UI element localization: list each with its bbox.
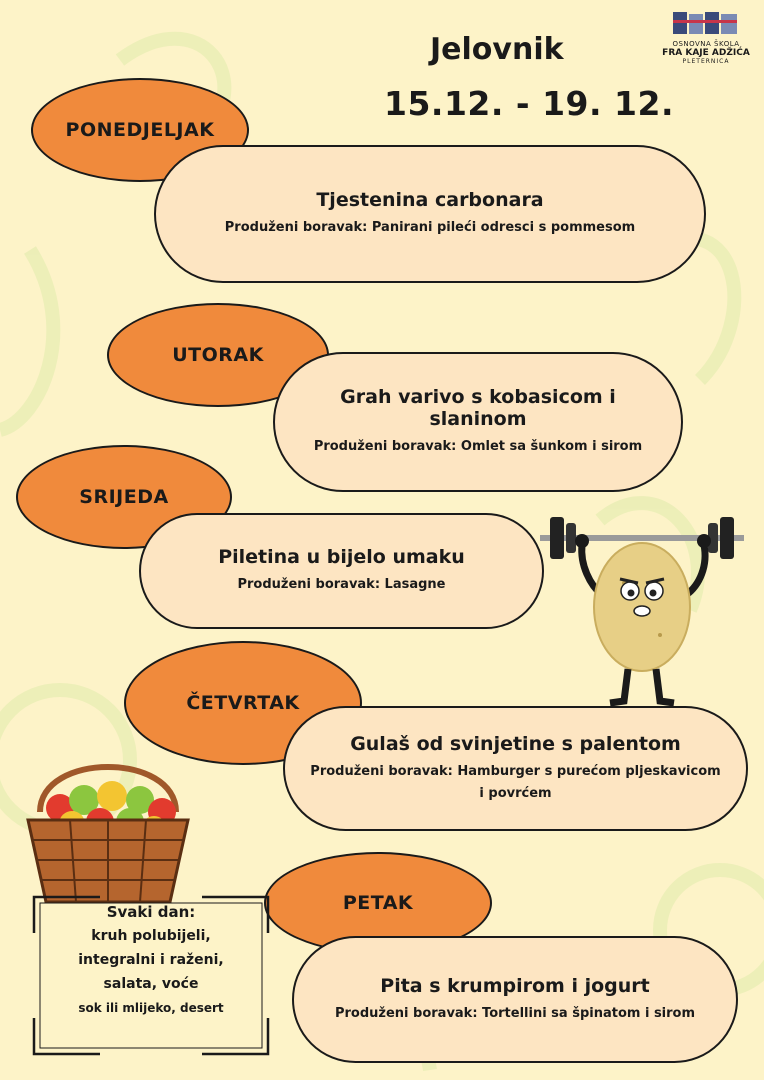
menu-card-tuesday xyxy=(273,352,683,492)
everyday-info xyxy=(40,900,262,1055)
menu-card-thursday xyxy=(283,706,748,831)
page-title: Jelovnik xyxy=(430,32,564,67)
day-name: PONEDJELJAK xyxy=(65,119,215,141)
meal-name: Tjestenina carbonara xyxy=(316,189,544,211)
everyday-heading: Svaki dan: xyxy=(106,903,196,921)
school-logo xyxy=(656,10,756,65)
school-line-3: PLETERNICA xyxy=(682,58,730,65)
meal-name: Pita s krumpirom i jogurt xyxy=(380,974,650,997)
fruit-basket-icon xyxy=(20,752,196,912)
extended-stay-meal: Produženi boravak: Hamburger s purećom pljeskavicom i povrćem xyxy=(310,763,721,801)
everyday-line-3: salata, voće xyxy=(103,976,199,992)
date-range: 15.12. - 19. 12. xyxy=(384,84,674,123)
extended-stay-meal: Produženi boravak: Omlet sa šunkom i sirom xyxy=(313,439,643,454)
extended-stay-meal: Produženi boravak: Panirani pileći odresci s pommesom xyxy=(224,220,636,235)
meal-name: Gulaš od svinjetine s palentom xyxy=(350,732,681,755)
everyday-line-2: integralni i raženi, xyxy=(78,952,224,968)
day-name: SRIJEDA xyxy=(79,486,169,508)
school-logo-icon xyxy=(671,10,741,36)
day-name: ČETVRTAK xyxy=(186,692,300,714)
school-line-2: FRA KAJE ADŽIĆA xyxy=(662,48,750,58)
menu-card-friday xyxy=(292,936,738,1063)
menu-card-wednesday xyxy=(139,513,544,629)
potato-weightlifter-icon xyxy=(540,505,744,710)
day-name: PETAK xyxy=(342,892,414,914)
meal-name: Piletina u bijelo umaku xyxy=(218,546,465,568)
everyday-line-1: kruh polubijeli, xyxy=(91,928,211,944)
extended-stay-meal: Produženi boravak: Tortellini sa špinatom i sirom xyxy=(334,1005,696,1021)
meal-name: Grah varivo s kobasicom i slaninom xyxy=(340,386,616,430)
extended-stay-meal: Produženi boravak: Lasagne xyxy=(237,577,446,592)
menu-card-monday xyxy=(154,145,706,283)
school-line-1: OSNOVNA ŠKOLA xyxy=(672,40,740,48)
day-name: UTORAK xyxy=(172,344,264,366)
everyday-line-4: sok ili mlijeko, desert xyxy=(78,1001,224,1015)
